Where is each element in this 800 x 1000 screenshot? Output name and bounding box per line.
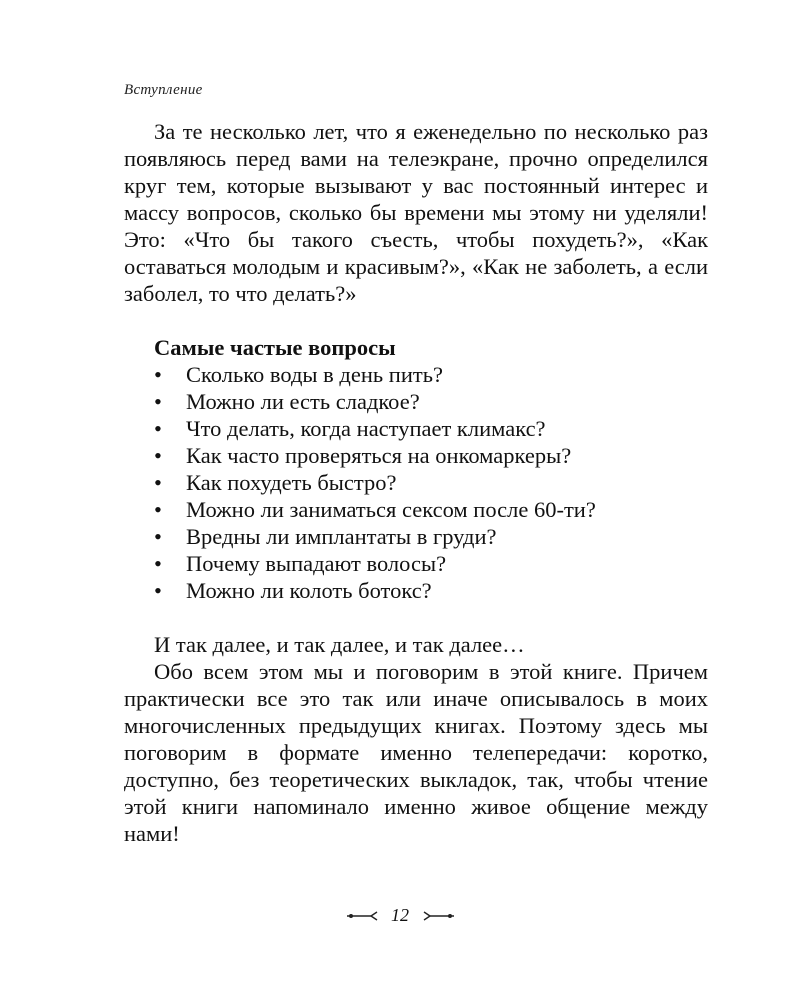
list-item-text: Почему выпадают волосы? [186, 551, 447, 576]
bullet-icon: • [154, 551, 162, 576]
intro-paragraph: За те несколько лет, что я еженедельно по несколько раз появляюсь перед вами на телеэкране, прочно определился круг тем, которые вызывают у вас постоянный интерес и массу вопросов, сколько бы времени мы этому ни уделяли! Это: «Что бы такого съесть, чтобы похудеть?», «Как оставаться молодым и красивым?», «Как не заболеть, а если заболел, то что делать?» [124, 119, 708, 306]
list-item [124, 469, 708, 496]
closing-line: И так далее, и так далее, и так далее… [154, 632, 525, 657]
list-item-text: Как похудеть быстро? [186, 470, 397, 495]
bullet-icon: • [154, 362, 162, 387]
bullet-icon: • [154, 578, 162, 603]
bullet-icon: • [154, 497, 162, 522]
page-number: 12 [391, 905, 409, 926]
spacer [124, 307, 708, 334]
list-item-text: Вредны ли имплантаты в груди? [186, 524, 497, 549]
running-head: Вступление [124, 82, 203, 98]
spacer [124, 604, 708, 631]
ornament-left-icon [345, 910, 379, 922]
list-item [124, 496, 708, 523]
closing-paragraph: Обо всем этом мы и поговорим в этой книге. Причем практически все это так или иначе описывалось в моих многочисленных предыдущих книгах. Поэтому здесь мы поговорим в формате именно телепередачи: коротко, доступно, без теоретических выкладок, так, чтобы чтение этой книги напоминало именно живое общение между нами! [124, 659, 708, 846]
list-item [124, 523, 708, 550]
list-item [124, 550, 708, 577]
list-item [124, 388, 708, 415]
bullet-icon: • [154, 416, 162, 441]
list-item-text: Сколько воды в день пить? [186, 362, 443, 387]
list-item-text: Что делать, когда наступает климакс? [186, 416, 546, 441]
list-item [124, 577, 708, 604]
list-item-text: Можно ли есть сладкое? [186, 389, 420, 414]
faq-heading: Самые частые вопросы [154, 335, 396, 360]
list-item [124, 415, 708, 442]
list-item-text: Можно ли колоть ботокс? [186, 578, 432, 603]
list-item [124, 442, 708, 469]
bullet-icon: • [154, 524, 162, 549]
list-item-text: Как часто проверяться на онкомаркеры? [186, 443, 572, 468]
list-item [124, 361, 708, 388]
bullet-icon: • [154, 443, 162, 468]
ornament-right-icon [422, 910, 456, 922]
list-item-text: Можно ли заниматься сексом после 60-ти? [186, 497, 596, 522]
page-footer [0, 904, 800, 926]
faq-list [124, 361, 708, 604]
bullet-icon: • [154, 389, 162, 414]
page-body [124, 118, 708, 847]
bullet-icon: • [154, 470, 162, 495]
